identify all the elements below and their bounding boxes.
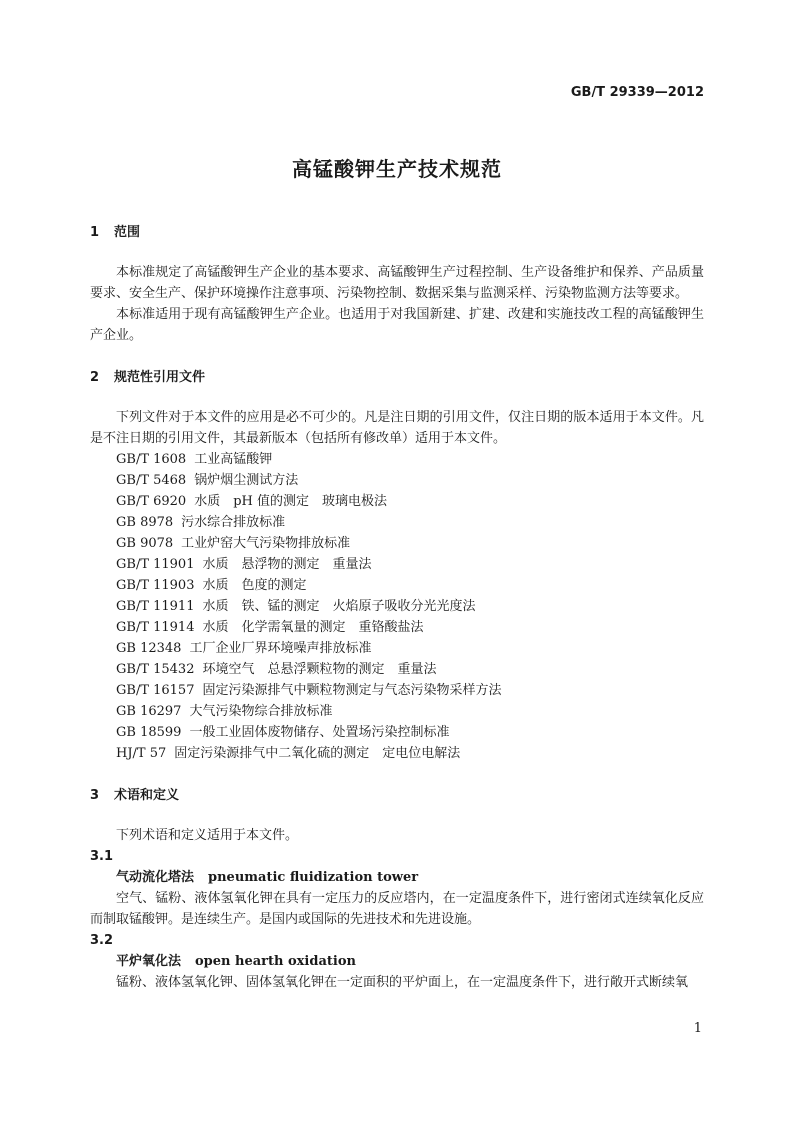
reference-title: 大气污染物综合排放标准 bbox=[189, 704, 333, 719]
reference-item bbox=[90, 743, 704, 764]
reference-title: 水质 色度的测定 bbox=[202, 578, 307, 593]
document-body bbox=[90, 222, 704, 993]
reference-item bbox=[90, 470, 704, 491]
reference-code: GB/T 15432 bbox=[116, 662, 195, 677]
standard-number: GB/T 29339—2012 bbox=[570, 85, 704, 100]
term-chinese: 气动流化塔法 bbox=[116, 870, 195, 885]
section-number: 1 bbox=[90, 225, 100, 240]
reference-title: 水质 悬浮物的测定 重量法 bbox=[202, 557, 372, 572]
reference-code: GB 16297 bbox=[116, 704, 182, 719]
reference-item bbox=[90, 491, 704, 512]
term-english: open hearth oxidation bbox=[195, 954, 356, 969]
references-intro: 下列文件对于本文件的应用是必不可少的。凡是注日期的引用文件，仅注日期的版本适用于本文件。凡是不注日期的引用文件，其最新版本（包括所有修改单）适用于本文件。 bbox=[90, 410, 704, 446]
reference-title: 工业炉窑大气污染物排放标准 bbox=[181, 536, 351, 551]
reference-item bbox=[90, 659, 704, 680]
reference-title: 环境空气 总悬浮颗粒物的测定 重量法 bbox=[202, 662, 437, 677]
term-english: pneumatic fluidization tower bbox=[208, 870, 419, 885]
page-number: 1 bbox=[693, 1021, 702, 1036]
reference-title: 工厂企业厂界环境噪声排放标准 bbox=[189, 641, 372, 656]
reference-item bbox=[90, 449, 704, 470]
reference-title: 水质 铁、锰的测定 火焰原子吸收分光光度法 bbox=[202, 599, 476, 614]
section-title: 范围 bbox=[114, 225, 141, 240]
reference-title: 工业高锰酸钾 bbox=[194, 452, 273, 467]
reference-code: GB 18599 bbox=[116, 725, 182, 740]
reference-title: 一般工业固体废物储存、处置场污染控制标准 bbox=[189, 725, 450, 740]
reference-item bbox=[90, 638, 704, 659]
reference-code: GB/T 11914 bbox=[116, 620, 195, 635]
term-chinese: 平炉氧化法 bbox=[116, 954, 182, 969]
reference-item bbox=[90, 554, 704, 575]
section-number: 2 bbox=[90, 370, 100, 385]
section-title: 规范性引用文件 bbox=[114, 370, 206, 385]
reference-item bbox=[90, 722, 704, 743]
reference-title: 固定污染源排气中二氧化硫的测定 定电位电解法 bbox=[174, 746, 461, 761]
reference-item bbox=[90, 680, 704, 701]
term-number: 3.1 bbox=[90, 849, 114, 864]
section-heading-normative-references bbox=[90, 367, 704, 388]
reference-code: GB/T 11903 bbox=[116, 578, 195, 593]
reference-title: 固定污染源排气中颗粒物测定与气态污染物采样方法 bbox=[202, 683, 502, 698]
section-heading-scope bbox=[90, 222, 704, 243]
term-definition: 空气、锰粉、液体氢氧化钾在具有一定压力的反应塔内，在一定温度条件下，进行密闭式连续氧化反应而制取锰酸钾。是连续生产。是国内或国际的先进技术和先进设施。 bbox=[90, 891, 704, 927]
reference-code: GB 9078 bbox=[116, 536, 174, 551]
reference-code: GB/T 5468 bbox=[116, 473, 187, 488]
reference-code: GB/T 11911 bbox=[116, 599, 195, 614]
scope-paragraph-2: 本标准适用于现有高锰酸钾生产企业。也适用于对我国新建、扩建、改建和实施技改工程的高锰酸钾生产企业。 bbox=[90, 307, 704, 343]
reference-item bbox=[90, 533, 704, 554]
reference-title: 水质 pH 值的测定 玻璃电极法 bbox=[194, 494, 388, 509]
reference-code: GB/T 1608 bbox=[116, 452, 187, 467]
term-title bbox=[90, 951, 704, 972]
reference-title: 水质 化学需氧量的测定 重铬酸盐法 bbox=[202, 620, 424, 635]
reference-title: 污水综合排放标准 bbox=[181, 515, 286, 530]
reference-code: GB/T 6920 bbox=[116, 494, 187, 509]
reference-code: GB 8978 bbox=[116, 515, 174, 530]
scope-paragraph-1: 本标准规定了高锰酸钾生产企业的基本要求、高锰酸钾生产过程控制、生产设备维护和保养、产品质量要求、安全生产、保护环境操作注意事项、污染物控制、数据采集与监测采样、污染物监测方法等要求。 bbox=[90, 265, 704, 301]
term-title bbox=[90, 867, 704, 888]
reference-code: GB/T 11901 bbox=[116, 557, 195, 572]
reference-title: 锅炉烟尘测试方法 bbox=[194, 473, 299, 488]
section-number: 3 bbox=[90, 788, 100, 803]
reference-list bbox=[90, 449, 704, 764]
terms-intro: 下列术语和定义适用于本文件。 bbox=[116, 828, 299, 843]
term-number: 3.2 bbox=[90, 933, 114, 948]
reference-item bbox=[90, 596, 704, 617]
reference-item bbox=[90, 512, 704, 533]
section-title: 术语和定义 bbox=[114, 788, 180, 803]
reference-item bbox=[90, 617, 704, 638]
reference-code: GB 12348 bbox=[116, 641, 182, 656]
section-heading-terms bbox=[90, 785, 704, 806]
document-title: 高锰酸钾生产技术规范 bbox=[292, 157, 502, 181]
reference-item bbox=[90, 701, 704, 722]
reference-code: HJ/T 57 bbox=[116, 746, 167, 761]
term-definition: 锰粉、液体氢氧化钾、固体氢氧化钾在一定面积的平炉面上，在一定温度条件下，进行敞开式断续氧 bbox=[116, 975, 689, 990]
reference-code: GB/T 16157 bbox=[116, 683, 195, 698]
reference-item bbox=[90, 575, 704, 596]
